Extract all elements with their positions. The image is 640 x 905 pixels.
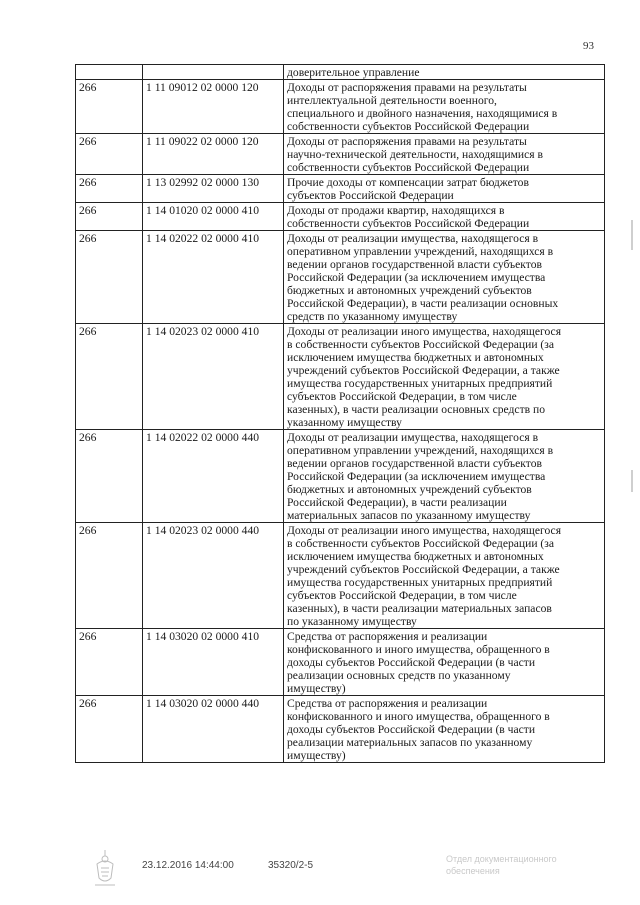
description-cell [284,430,605,523]
description-cell [284,324,605,430]
table-row [76,430,605,523]
description-line: учреждений субъектов Российской Федерации, а также [287,364,560,377]
description-line: Доходы от реализации иного имущества, находящегося [287,325,562,338]
budget-code-cell: 1 14 02022 02 0000 410 [143,231,284,324]
description-line: средств по указанному имуществу [287,310,458,323]
page-number: 93 [583,40,594,52]
description-line: собственности субъектов Российской Федерации [287,161,530,174]
budget-code-cell: 1 14 03020 02 0000 410 [143,629,284,696]
description-line: исключением имущества бюджетных и автономных [287,550,544,563]
admin-code-cell: 266 [76,231,143,324]
description-line: исключением имущества бюджетных и автономных [287,351,544,364]
description-line: ведении органов государственной власти субъектов [287,457,542,470]
footer-stamp-line: Отдел документационного [446,854,557,864]
description-line: казенных), в части реализации материальных запасов [287,602,552,615]
footer-stamp [446,853,596,877]
description-line: Прочие доходы от компенсации затрат бюджетов [287,176,529,189]
table-row [76,629,605,696]
footer-document-number: 35320/2-5 [268,860,314,871]
description-line: субъектов Российской Федерации [287,189,454,202]
admin-code-cell: 266 [76,175,143,203]
budget-code-cell: 1 13 02992 02 0000 130 [143,175,284,203]
description-line: оперативном управлении учреждений, находящихся в [287,245,554,258]
admin-code-cell: 266 [76,203,143,231]
table-row [76,134,605,175]
description-cell [284,80,605,134]
description-line: ведении органов государственной власти субъектов [287,258,542,271]
budget-code-cell: 1 14 02022 02 0000 440 [143,430,284,523]
description-cell [284,629,605,696]
budget-code-cell: 1 11 09012 02 0000 120 [143,80,284,134]
budget-codes-table [75,64,605,763]
scan-edge-mark [631,220,633,250]
budget-code-cell: 1 14 03020 02 0000 440 [143,696,284,763]
description-line: реализации основных средств по указанному [287,669,511,682]
description-line: собственности субъектов Российской Федерации [287,217,530,230]
description-line: Средства от распоряжения и реализации [287,630,488,643]
coat-of-arms-icon [92,848,118,888]
description-line: Российской Федерации), в части реализации [287,496,507,509]
table-row [76,231,605,324]
description-line: Доходы от реализации имущества, находящегося в [287,431,539,444]
table-row [76,80,605,134]
description-line: Средства от распоряжения и реализации [287,697,488,710]
description-line: субъектов Российской Федерации, в том числе [287,589,517,602]
description-line: конфискованного и иного имущества, обращенного в [287,710,550,723]
description-cell [284,696,605,763]
table-row [76,175,605,203]
footer-stamp-line: обеспечения [446,866,500,876]
description-line: казенных), в части реализации основных средств по [287,403,546,416]
description-line: бюджетных и автономных учреждений субъектов [287,284,532,297]
description-line: Российской Федерации (за исключением имущества [287,470,546,483]
description-line: собственности субъектов Российской Федерации [287,120,530,133]
description-line: бюджетных и автономных учреждений субъектов [287,483,532,496]
admin-code-cell: 266 [76,324,143,430]
budget-code-cell: 1 11 09022 02 0000 120 [143,134,284,175]
description-line: указанному имуществу [287,416,402,429]
description-line: субъектов Российской Федерации, в том числе [287,390,517,403]
description-line: имущества государственных унитарных предприятий [287,576,553,589]
description-line: интеллектуальной деятельности военного, [287,94,497,107]
admin-code-cell: 266 [76,430,143,523]
description-cell [284,203,605,231]
description-line: Доходы от реализации имущества, находящегося в [287,232,539,245]
admin-code-cell [76,65,143,80]
admin-code-cell: 266 [76,80,143,134]
description-line: по указанному имуществу [287,615,417,628]
admin-code-cell: 266 [76,696,143,763]
description-line: доверительное управление [287,66,420,79]
description-line: доходы субъектов Российской Федерации (в части [287,723,536,736]
table-row [76,65,605,80]
description-line: реализации материальных запасов по указанному [287,736,533,749]
description-line: Доходы от распоряжения правами на результаты [287,135,527,148]
description-cell [284,65,605,80]
description-cell [284,175,605,203]
scan-edge-mark [631,470,633,492]
description-line: учреждений субъектов Российской Федерации, а также [287,563,560,576]
budget-code-cell: 1 14 01020 02 0000 410 [143,203,284,231]
description-line: в собственности субъектов Российской Федерации (за [287,338,555,351]
description-line: имуществу) [287,749,346,762]
budget-code-cell [143,65,284,80]
description-cell [284,134,605,175]
description-line: Российской Федерации (за исключением имущества [287,271,546,284]
admin-code-cell: 266 [76,523,143,629]
admin-code-cell: 266 [76,629,143,696]
admin-code-cell: 266 [76,134,143,175]
description-line: имуществу) [287,682,346,695]
budget-code-cell: 1 14 02023 02 0000 440 [143,523,284,629]
description-line: Доходы от реализации иного имущества, находящегося [287,524,562,537]
description-line: Российской Федерации), в части реализации основных [287,297,559,310]
description-line: конфискованного и иного имущества, обращенного в [287,643,550,656]
description-line: материальных запасов по указанному имуществу [287,509,531,522]
description-cell [284,231,605,324]
table-row [76,696,605,763]
description-line: оперативном управлении учреждений, находящихся в [287,444,554,457]
description-line: в собственности субъектов Российской Федерации (за [287,537,555,550]
table-row [76,523,605,629]
budget-code-cell: 1 14 02023 02 0000 410 [143,324,284,430]
table-row [76,203,605,231]
footer-datetime: 23.12.2016 14:44:00 [142,860,234,871]
description-cell [284,523,605,629]
description-line: доходы субъектов Российской Федерации (в части [287,656,536,669]
description-line: Доходы от распоряжения правами на результаты [287,81,527,94]
table-row [76,324,605,430]
description-line: имущества государственных унитарных предприятий [287,377,553,390]
description-line: Доходы от продажи квартир, находящихся в [287,204,505,217]
description-line: специального и двойного назначения, находящимися в [287,107,558,120]
description-line: научно-технической деятельности, находящимися в [287,148,543,161]
